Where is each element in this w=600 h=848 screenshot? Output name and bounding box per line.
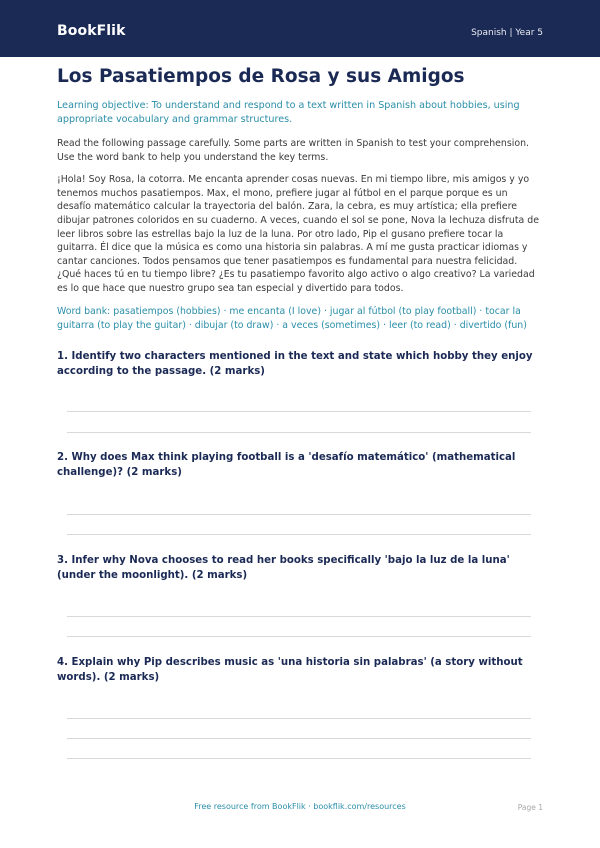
subject-year-label: Spanish | Year 5 [471,28,543,38]
learning-objective: Learning objective: To understand and respond to a text written in Spanish about hobbies, using appropriate vocabulary and grammar structures. [57,100,520,125]
brand-logo: BookFlik [57,23,126,39]
question-1: 1. Identify two characters mentioned in the text and state which hobby they enjoy according to the passage. (2 marks) [57,351,533,377]
instructions: Read the following passage carefully. Some parts are written in Spanish to test your comprehension. Use the word bank to help you understand the key terms. [57,138,529,163]
answer-line[interactable] [67,432,531,433]
answer-line[interactable] [67,738,531,739]
footer-credit: Free resource from BookFlik · bookflik.com/resources [194,802,406,811]
page-header [0,0,600,57]
answer-line[interactable] [67,616,531,617]
word-bank: Word bank: pasatiempos (hobbies) · me encanta (I love) · jugar al fútbol (to play football) · tocar la guitarra (to play the guitar) · dibujar (to draw) · a veces (sometimes) · leer (to read) · divertido (fun) [57,305,527,331]
question-2: 2. Why does Max think playing football is a 'desafío matemático' (mathematical challenge)? (2 marks) [57,452,516,478]
worksheet-content [57,66,543,333]
answer-line[interactable] [67,411,531,412]
answer-line[interactable] [67,636,531,637]
answer-line[interactable] [67,718,531,719]
reading-passage: ¡Hola! Soy Rosa, la cotorra. Me encanta aprender cosas nuevas. En mi tiempo libre, mis amigos y yo tenemos muchos pasatiempos. Max, el mono, prefiere jugar al fútbol en el parque porque es un desafío matemático calcular la trayectoria del balón. Zara, la cebra, es muy artística; ella prefiere dibujar patrones coloridos en su cuaderno. A veces, cuando el sol se pone, Nova la lechuza disfruta de leer libros sobre las estrellas bajo la luz de la luna. Por otro lado, Pip el gusano prefiere tocar la guitarra. Él dice que la música es como una historia sin palabras. A mí me gusta practicar idiomas y cantar canciones. Todos pensamos que tener pasatiempos es fundamental para nuestra felicidad. ¿Qué haces tú en tu tiempo libre? ¿Es tu pasatiempo favorito algo activo o algo creativo? La variedad es lo que hace que nuestro grupo sea tan especial y divertido para todos. [57,174,539,294]
page-title: Los Pasatiempos de Rosa y sus Amigos [57,66,465,87]
page-number: Page 1 [517,803,543,812]
question-3: 3. Infer why Nova chooses to read her books specifically 'bajo la luz de la luna' (under the moonlight). (2 marks) [57,555,510,581]
answer-line[interactable] [67,514,531,515]
question-4: 4. Explain why Pip describes music as 'una historia sin palabras' (a story without words). (2 marks) [57,657,523,683]
answer-line[interactable] [67,758,531,759]
answer-line[interactable] [67,534,531,535]
